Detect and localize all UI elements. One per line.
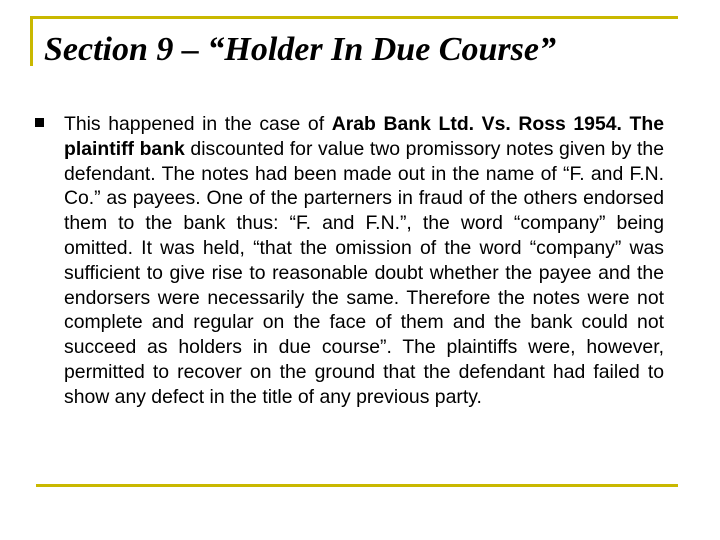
- title-frame-top-line: [30, 16, 678, 19]
- square-bullet-icon: [35, 118, 44, 127]
- title-frame-left-line: [30, 16, 33, 66]
- slide-title: Section 9 – “Holder In Due Course”: [44, 31, 556, 68]
- bullet-paragraph: [64, 112, 664, 410]
- paragraph-text-case-name: Arab Bank Ltd. Vs. Ross 1954. The plaintiff bank: [64, 113, 664, 160]
- slide-bottom-line: [36, 484, 678, 487]
- paragraph-text-intro: This happened in the case of: [64, 113, 332, 135]
- paragraph-text-body: discounted for value two promissory notes given by the defendant. The notes had been made out in the name of “F. and F.N. Co.” as payees. One of the parterners in fraud of the others endorsed them to the bank thus: “F. and F.N.”, the word “company” being omitted. It was held, “that the omission of the word “company” was sufficient to give rise to reasonable doubt whether the payee and the endorsers were necessarily the same. Therefore the notes were not complete and regular on the face of them and the bank could not succeed as holders in due course”. The plaintiffs were, however, permitted to recover on the ground that the defendant had failed to show any defect in the title of any previous party.: [64, 137, 664, 408]
